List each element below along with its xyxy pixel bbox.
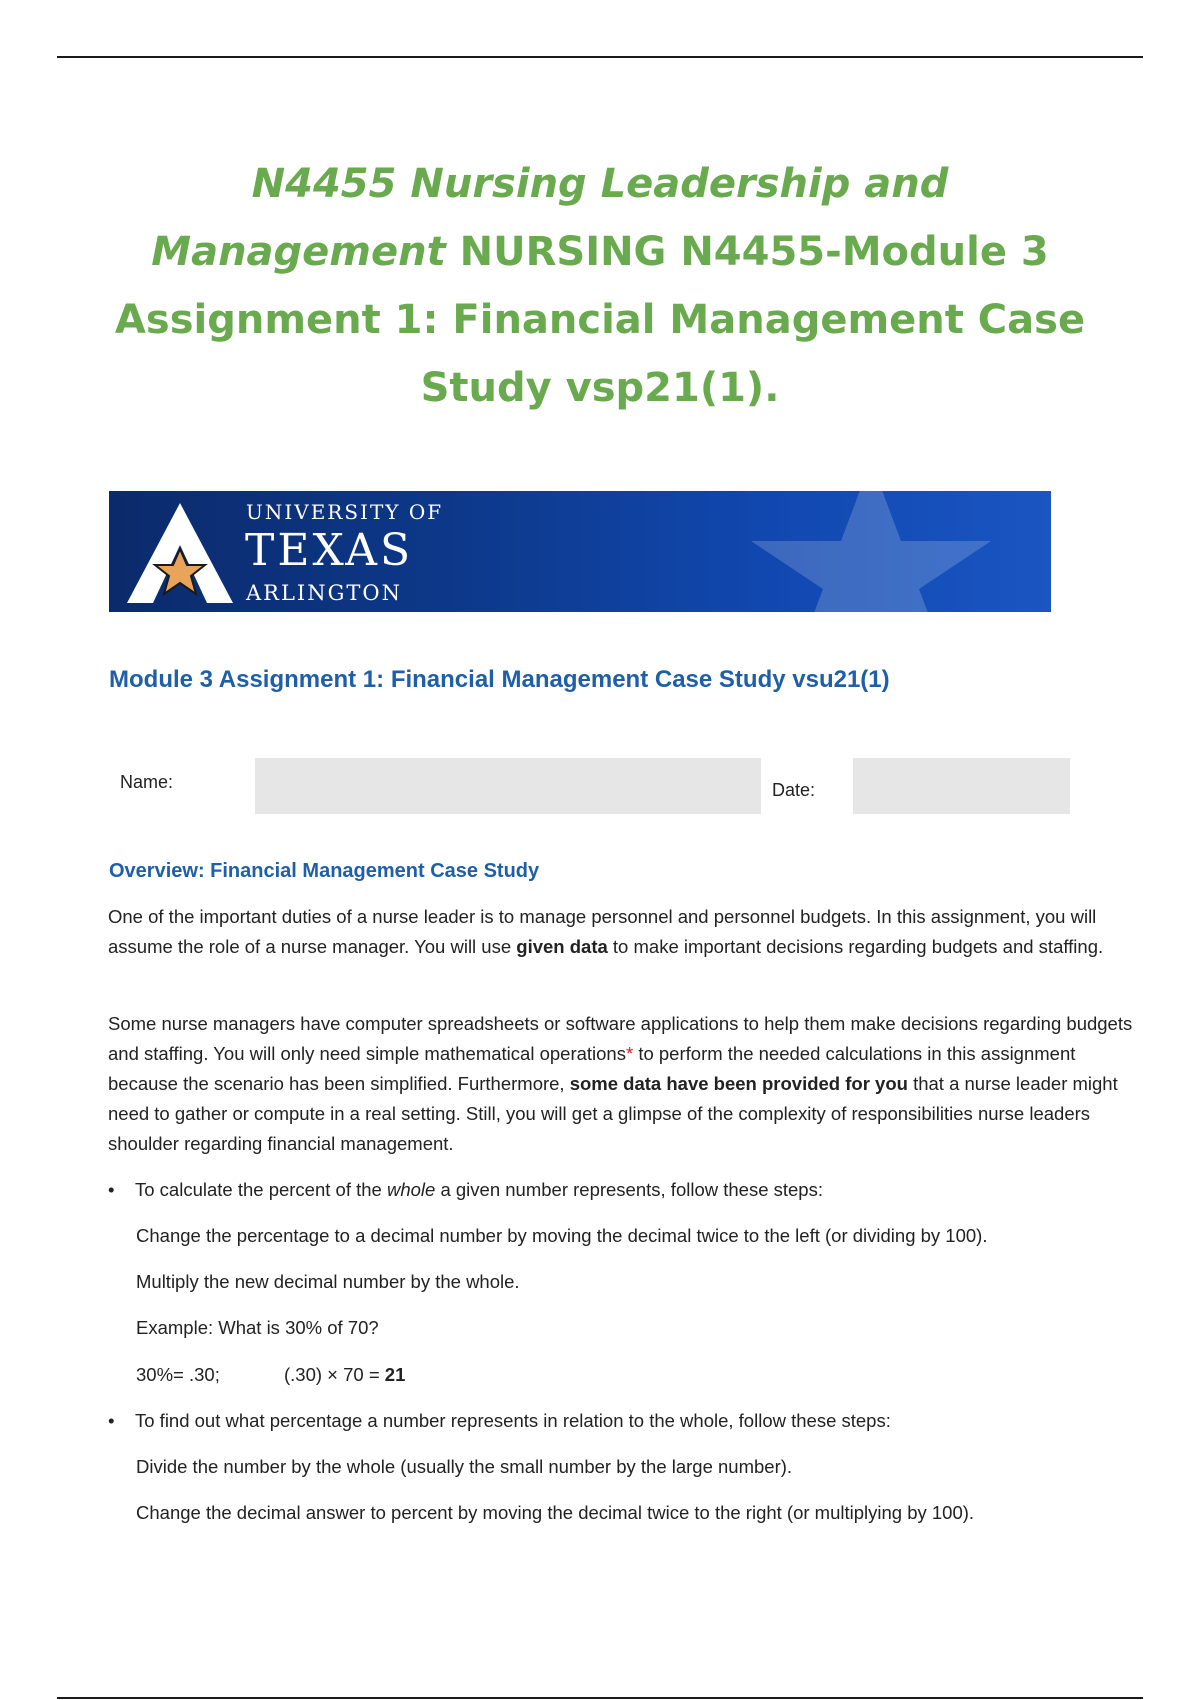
bullet1-text-c: a given number represents, follow these steps: bbox=[435, 1179, 823, 1200]
p2-text-b: to perform the needed calculations in this assignment because the scenario has been simplified. Furthermore, bbox=[108, 1043, 1076, 1094]
bullet1-italic: whole bbox=[386, 1179, 436, 1200]
arlington-label: ARLINGTON bbox=[246, 581, 402, 605]
bottom-rule bbox=[57, 1697, 1143, 1699]
p2-bold: some data have been provided for you bbox=[569, 1073, 908, 1094]
top-rule bbox=[57, 56, 1143, 58]
assignment-heading: Module 3 Assignment 1: Financial Management Case Study vsu21(1) bbox=[109, 666, 890, 693]
calc-right bbox=[284, 1360, 405, 1390]
date-field[interactable] bbox=[853, 758, 1070, 814]
university-banner bbox=[109, 491, 1051, 612]
p2-text-d: that a nurse leader might need to gather or compute in a real setting. Still, you will get a glimpse of the complexity of responsibilities nurse leaders shoulder regarding financial management. bbox=[108, 1073, 1118, 1154]
calc-expression: (.30) × 70 = bbox=[284, 1364, 385, 1385]
bullet1-step1: Change the percentage to a decimal number by moving the decimal twice to the left (or dividing by 100). bbox=[136, 1225, 988, 1246]
p1-bold: given data bbox=[516, 936, 608, 957]
paragraph-spreadsheets bbox=[108, 1009, 1138, 1159]
name-field[interactable] bbox=[255, 758, 761, 814]
uta-a-star-logo-icon bbox=[125, 501, 235, 605]
bullet2-step1: Divide the number by the whole (usually the small number by the large number). bbox=[136, 1456, 793, 1477]
p2-text-a: Some nurse managers have computer spreadsheets or software applications to help them make decisions regarding budgets and staffing. You will only need simple mathematical operations bbox=[108, 1013, 1133, 1064]
paragraph-duties bbox=[108, 902, 1138, 962]
bullet2-step2: Change the decimal answer to percent by moving the decimal twice to the right (or multiplying by 100). bbox=[136, 1502, 975, 1523]
name-label: Name: bbox=[120, 772, 174, 792]
calc-left: 30%= .30; bbox=[136, 1364, 220, 1385]
bullet2-text: To find out what percentage a number represents in relation to the whole, follow these steps: bbox=[135, 1410, 891, 1431]
title-regular-part: NURSING N4455-Module 3 Assignment 1: Financial Management Case Study vsp21(1). bbox=[114, 229, 1086, 411]
title-italic-part: N4455 Nursing Leadership and Management bbox=[151, 161, 949, 275]
p1-text-a: One of the important duties of a nurse leader is to manage personnel and personnel budgets. In this assignment, you will assume the role of a nurse manager. You will use bbox=[108, 906, 1097, 957]
date-label: Date: bbox=[772, 780, 816, 800]
bullet1-text bbox=[135, 1175, 823, 1205]
bullet1-text-a: To calculate the percent of the bbox=[135, 1179, 387, 1200]
bullet1-step2: Multiply the new decimal number by the whole. bbox=[136, 1271, 520, 1292]
calc-answer: 21 bbox=[384, 1364, 406, 1385]
bullet-dot: • bbox=[108, 1410, 115, 1431]
p1-text-c: to make important decisions regarding budgets and staffing. bbox=[607, 936, 1104, 957]
texas-label: TEXAS bbox=[245, 525, 414, 576]
bullet-dot: • bbox=[108, 1179, 115, 1200]
university-of-label: UNIVERSITY OF bbox=[246, 500, 444, 524]
background-star-icon bbox=[741, 491, 1001, 612]
document-title bbox=[100, 150, 1100, 422]
bullet1-example: Example: What is 30% of 70? bbox=[136, 1317, 379, 1338]
overview-heading: Overview: Financial Management Case Study bbox=[109, 860, 540, 882]
asterisk-mark: * bbox=[625, 1043, 634, 1064]
